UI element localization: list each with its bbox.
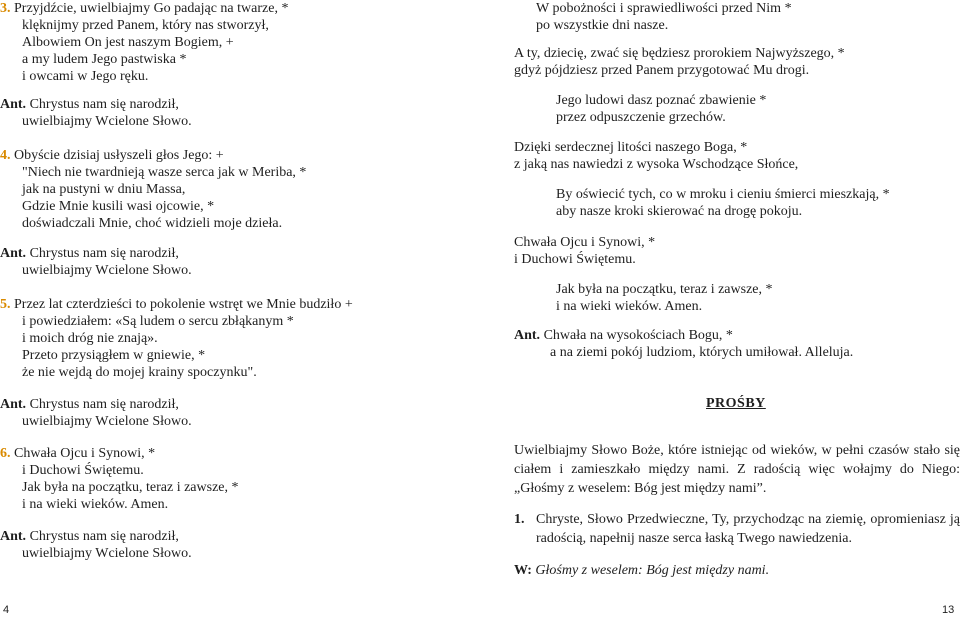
canticle-line: przez odpuszczenie grzechów. xyxy=(556,110,726,125)
petition-1 xyxy=(514,510,960,548)
antiphon-line: Ant. Chrystus nam się narodził, xyxy=(0,97,179,112)
antiphon-line: a na ziemi pokój ludziom, których umiłował. Alleluja. xyxy=(550,345,854,360)
response-label: W: xyxy=(514,563,532,578)
antiphon-line: Ant. Chrystus nam się narodził, xyxy=(0,397,179,412)
verse-3-line: klęknijmy przed Panem, który nas stworzył, xyxy=(22,18,269,33)
verse-3-line: i owcami w Jego ręku. xyxy=(22,69,149,84)
canticle-line: By oświecić tych, co w mroku i cieniu śmierci mieszkają, * xyxy=(556,187,890,202)
verse-5-line: Przeto przysiągłem w gniewie, * xyxy=(22,348,206,363)
antiphon-label: Ant. xyxy=(0,246,27,261)
antiphon-line: Ant. Chrystus nam się narodził, xyxy=(0,246,179,261)
verse-3-line: Albowiem On jest naszym Bogiem, + xyxy=(22,35,234,50)
doxology-line: Chwała Ojcu i Synowi, * xyxy=(514,235,656,250)
antiphon-line: Ant. Chrystus nam się narodził, xyxy=(0,529,179,544)
antiphon-label: Ant. xyxy=(0,529,27,544)
doxology-line: Jak była na początku, teraz i zawsze, * xyxy=(556,282,773,297)
page-number-right: 13 xyxy=(942,604,955,616)
page-number-left: 4 xyxy=(3,604,10,616)
doxology-line: i Duchowi Świętemu. xyxy=(514,252,636,267)
verse-4-line: "Niech nie twardnieją wasze serca jak w Meriba, * xyxy=(22,165,307,180)
verse-5-line: 5. Przez lat czterdzieści to pokolenie wstręt we Mnie budziło + xyxy=(0,297,353,312)
antiphon-line: uwielbiajmy Wcielone Słowo. xyxy=(22,114,192,129)
verse-number: 4. xyxy=(0,148,11,163)
canticle-line: Dzięki serdecznej litości naszego Boga, * xyxy=(514,140,748,155)
verse-6-line: Jak była na początku, teraz i zawsze, * xyxy=(22,480,239,495)
intercession-intro: Uwielbiajmy Słowo Boże, które istniejąc od wieków, w pełni czasów stało się ciałem i zamieszkało między nami. Z radością więc wołajmy do Niego: „Głośmy z weselem: Bóg jest między nami”. xyxy=(514,443,960,496)
verse-number: 3. xyxy=(0,1,11,16)
petition-text: Chryste, Słowo Przedwieczne, Ty, przychodząc na ziemię, opromieniasz ją radością, napełnij nasze serca łaską Twego nawiedzenia. xyxy=(536,512,960,546)
antiphon-label: Ant. xyxy=(514,328,541,343)
canticle-line: aby nasze kroki skierować na drogę pokoju. xyxy=(556,204,803,219)
doxology-line: i na wieki wieków. Amen. xyxy=(556,299,703,314)
verse-4-line: 4. Obyście dzisiaj usłyszeli głos Jego: + xyxy=(0,148,224,163)
canticle-line: gdyż pójdziesz przed Panem przygotować Mu drogi. xyxy=(514,63,810,78)
canticle-line: po wszystkie dni nasze. xyxy=(536,18,669,33)
antiphon-label: Ant. xyxy=(0,97,27,112)
antiphon-label: Ant. xyxy=(0,397,27,412)
section-title: PROŚBY xyxy=(706,396,766,411)
verse-5-line: i powiedziałem: «Są ludem o sercu zbłąkanym * xyxy=(22,314,294,329)
antiphon-line: uwielbiajmy Wcielone Słowo. xyxy=(22,414,192,429)
verse-4-line: Gdzie Mnie kusili wasi ojcowie, * xyxy=(22,199,215,214)
canticle-line: W pobożności i sprawiedliwości przed Nim * xyxy=(536,1,792,16)
antiphon-line: uwielbiajmy Wcielone Słowo. xyxy=(22,546,192,561)
verse-6-line: 6. Chwała Ojcu i Synowi, * xyxy=(0,446,156,461)
verse-6-line: i Duchowi Świętemu. xyxy=(22,463,144,478)
verse-3-line: 3. Przyjdźcie, uwielbiajmy Go padając na twarze, * xyxy=(0,1,289,16)
antiphon-line: uwielbiajmy Wcielone Słowo. xyxy=(22,263,192,278)
petition-number: 1. xyxy=(514,512,525,527)
canticle-line: z jaką nas nawiedzi z wysoka Wschodzące Słońce, xyxy=(514,157,799,172)
verse-5-line: i moich dróg nie znają». xyxy=(22,331,158,346)
verse-3-line: a my ludem Jego pastwiska * xyxy=(22,52,187,67)
verse-number: 6. xyxy=(0,446,11,461)
response-line xyxy=(514,562,769,579)
antiphon-line: Ant. Chwała na wysokościach Bogu, * xyxy=(514,328,733,343)
response-text: Głośmy z weselem: Bóg jest między nami. xyxy=(535,563,770,578)
canticle-line: Jego ludowi dasz poznać zbawienie * xyxy=(556,93,767,108)
verse-5-line: że nie wejdą do mojej krainy spoczynku". xyxy=(22,365,257,380)
verse-4-line: jak na pustyni w dniu Massa, xyxy=(22,182,186,197)
verse-6-line: i na wieki wieków. Amen. xyxy=(22,497,169,512)
verse-number: 5. xyxy=(0,297,11,312)
canticle-line: A ty, dziecię, zwać się będziesz prorokiem Najwyższego, * xyxy=(514,46,845,61)
verse-4-line: doświadczali Mnie, choć widzieli moje dzieła. xyxy=(22,216,283,231)
